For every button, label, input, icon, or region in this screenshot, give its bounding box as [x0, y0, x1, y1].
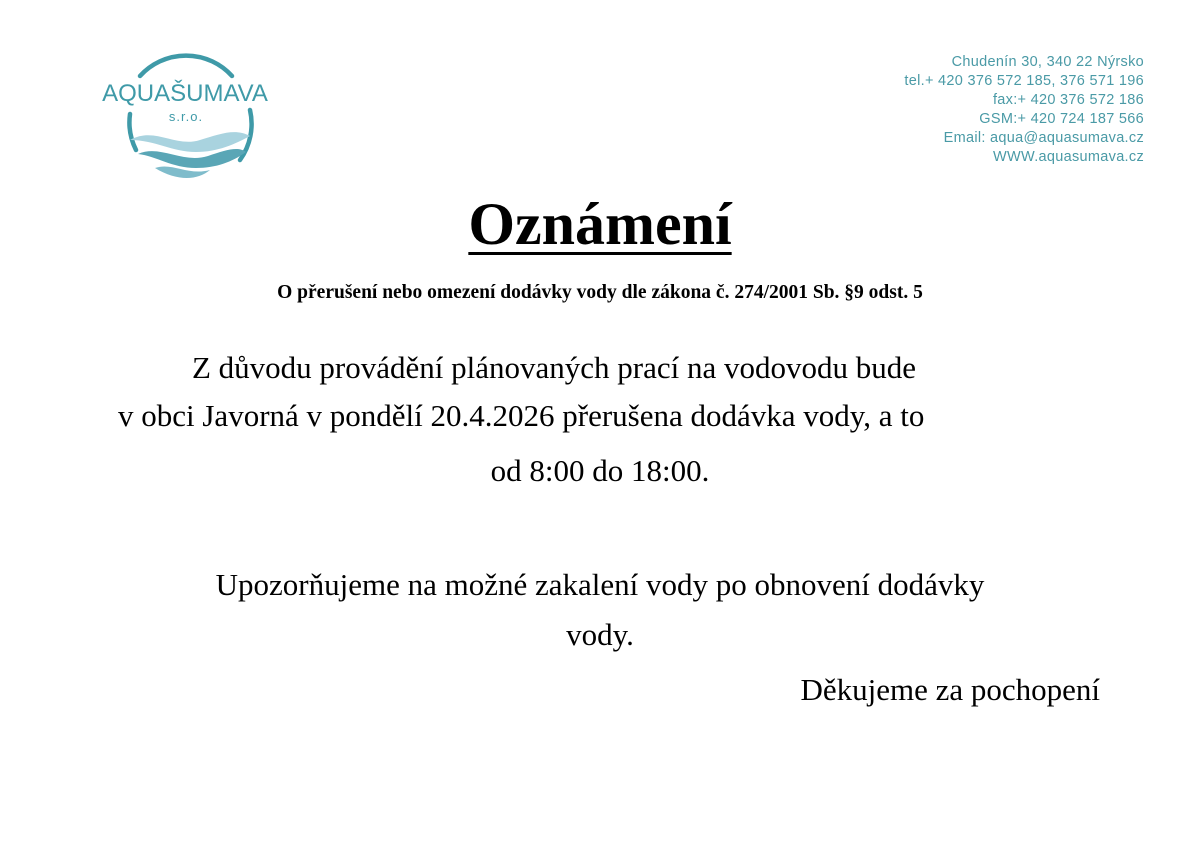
company-logo: [100, 48, 270, 186]
aquasumava-logo-icon: [100, 48, 270, 186]
warning-line-1: Upozorňujeme na možné zakalení vody po obnovení dodávky: [215, 567, 985, 602]
contact-gsm: GSM:+ 420 724 187 566: [979, 111, 1144, 127]
contact-fax: fax:+ 420 376 572 186: [992, 92, 1144, 108]
logo-name: AQUAŠUMAVA: [102, 80, 268, 107]
notice-title-text: Oznámení: [468, 191, 732, 257]
contact-address: Chudenín 30, 340 22 Nýrsko: [951, 54, 1144, 70]
contact-web: WWW.aquasumava.cz: [993, 149, 1144, 165]
notice-line-3: od 8:00 do 18:00.: [490, 453, 710, 488]
warning-line-2: vody.: [566, 617, 634, 652]
contact-block: [904, 53, 1144, 167]
contact-tel: tel.+ 420 376 572 185, 376 571 196: [904, 73, 1144, 89]
logo-suffix: s.r.o.: [168, 109, 204, 124]
notice-line-1: Z důvodu provádění plánovaných prací na vodovodu bude: [192, 350, 917, 385]
notice-title: [0, 186, 1200, 262]
thanks-text: Děkujeme za pochopení: [800, 672, 1100, 707]
notice-line-2: v obci Javorná v pondělí 20.4.2026 přerušena dodávka vody, a to: [118, 398, 925, 433]
contact-email: Email: aqua@aquasumava.cz: [943, 130, 1144, 146]
notice-subtitle: O přerušení nebo omezení dodávky vody dle zákona č. 274/2001 Sb. §9 odst. 5: [277, 282, 923, 303]
